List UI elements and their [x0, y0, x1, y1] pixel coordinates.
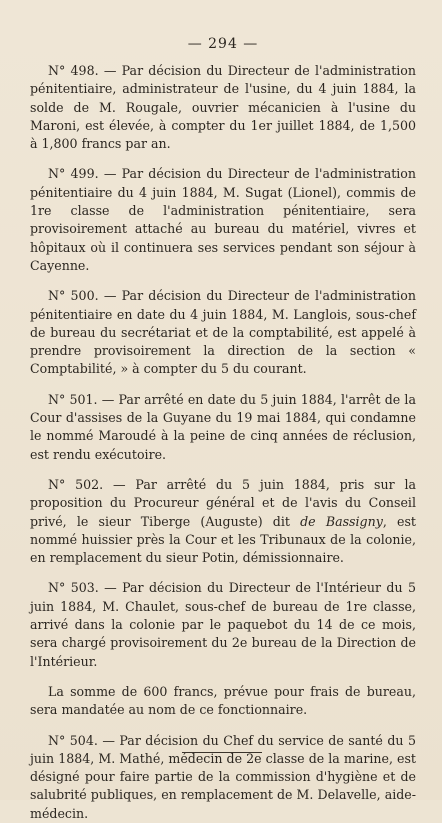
entry-number: N° 500. [48, 288, 99, 304]
entry-502 [30, 476, 416, 567]
entry-text: — Par décision du Directeur de l'administration pénitentiaire en date du 4 juin 1884, M. Langlois, sous-chef de bureau du secrétariat et de la comptabilité, est appelé à prendre provisoirement la direction de la section « Comptabilité, » à compter du 5 du courant. [30, 288, 416, 377]
entry-number: N° 503. [48, 580, 99, 596]
entry-number: N° 504. [48, 732, 98, 748]
entry-number: N° 502. [48, 476, 104, 492]
entry-499 [30, 165, 416, 275]
entry-text-italic: de Bassigny [300, 513, 383, 529]
entry-number: N° 499. [48, 166, 99, 182]
entry-504 [30, 732, 416, 823]
entry-503 [30, 579, 416, 670]
entry-498 [30, 62, 416, 153]
entry-503-continuation [30, 683, 416, 720]
entry-text: — Par décision du Directeur de l'administration pénitentiaire, administrateur de l'usine, du 4 juin 1884, la solde de M. Rougale, ouvrier mécanicien à l'usine du Maroni, est élevée, à compter du 1er juillet 1884, de 1,500 à 1,800 francs par an. [30, 63, 416, 152]
entry-text-before: — Par arrêté du 5 juin 1884, pris sur la proposition du Procureur général et de l'avis du Conseil privé, le sieur Tiberge (Auguste) dit [30, 476, 416, 529]
entry-text: La somme de 600 francs, prévue pour frais de bureau, sera mandatée au nom de ce fonctionnaire. [30, 683, 416, 718]
entry-text: — Par décision du Directeur de l'Intérieur du 5 juin 1884, M. Chaulet, sous-chef de bureau de 1re classe, arrivé dans la colonie par le paquebot du 14 de ce mois, sera chargé provisoirement du 2e bureau de la Direction de l'Intérieur. [30, 580, 416, 669]
page-number: — 294 — [187, 36, 259, 52]
entry-text: — Par décision du Chef du service de santé du 5 juin 1884, M. Mathé, médecin de 2e classe de la marine, est désigné pour faire partie de la commission d'hygiène et de salubrité publiques, en remplacement de M. Delavelle, aide-médecin. [30, 732, 416, 821]
entry-text: — Par arrêté en date du 5 juin 1884, l'arrêt de la Cour d'assises de la Guyane du 19 mai 1884, qui condamne le nommé Maroudé à la peine de cinq années de réclusion, est rendu exécutoire. [30, 391, 416, 462]
entry-number: N° 501. [48, 391, 98, 407]
entry-text: — Par décision du Directeur de l'administration pénitentiaire du 4 juin 1884, M. Sugat (Lionel), commis de 1re classe de l'administration pénitentiaire, sera provisoirement attaché au bureau du matériel, vivres et hôpitaux où il continuera ses services pendant son séjour à Cayenne. [30, 166, 416, 273]
entry-500 [30, 287, 416, 378]
entry-number: N° 498. [48, 63, 99, 78]
entry-501 [30, 391, 416, 464]
entry-text-after: , est nommé huissier près la Cour et les Tribunaux de la colonie, en remplacement du sieur Potin, démissionnaire. [30, 513, 416, 566]
closing-rule [182, 752, 262, 753]
